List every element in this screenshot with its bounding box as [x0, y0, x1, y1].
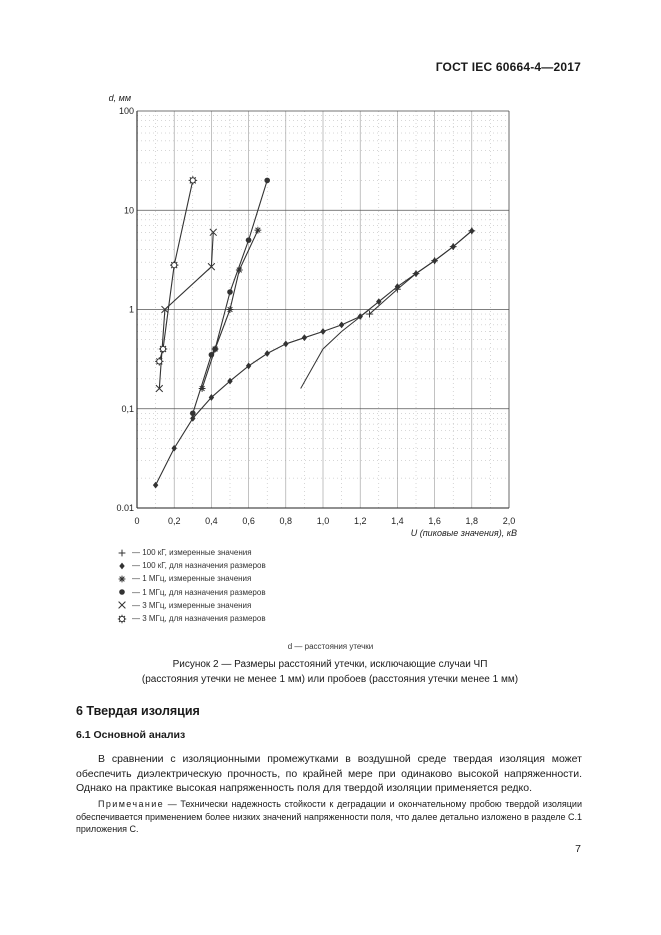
legend-marker [119, 549, 126, 556]
legend-label: — 1 МГц, для назначения размеров [132, 587, 266, 597]
legend-item [116, 586, 266, 599]
data-point [320, 328, 325, 335]
data-point [413, 270, 418, 277]
legend-item [116, 559, 266, 572]
data-point [255, 227, 262, 234]
data-point [264, 178, 270, 184]
legend-label: — 100 кГ, измеренные значения [132, 548, 252, 557]
data-point [155, 357, 163, 365]
legend-marker [119, 589, 125, 595]
x-tick-label: 0 [134, 516, 140, 526]
data-point [209, 352, 215, 358]
legend-item [116, 546, 266, 559]
data-point [153, 482, 158, 489]
x-marker-icon [116, 600, 128, 610]
plus-marker-icon [116, 548, 128, 558]
figure-caption [110, 657, 550, 687]
data-point [227, 289, 233, 295]
x-tick-label: 1,2 [353, 516, 367, 526]
legend-item [116, 599, 266, 612]
x-tick-label: 1,6 [428, 516, 441, 526]
legend-marker [118, 614, 126, 622]
data-point [170, 261, 178, 269]
series-line-2 [156, 231, 472, 485]
data-point [227, 306, 234, 313]
data-point [264, 350, 269, 357]
series-line-5 [159, 232, 213, 388]
note-text: — Технически надежность стойкости к деградации и окончательному пробою твердой изоляции обеспечивается применением более низких значений напряженности поля, что далее детально изложено в разделе С.1 приложения С. [76, 799, 582, 835]
note-label: Примечание [98, 799, 165, 809]
data-point [450, 243, 455, 250]
data-point [302, 334, 307, 341]
y-tick-label: 10 [123, 205, 134, 216]
y-tick-label: 100 [118, 106, 134, 116]
x-tick-label: 0,8 [279, 516, 293, 526]
body-paragraph: В сравнении с изоляционными промежутками в воздушной среде твердая изоляция может обеспечить диэлектрическую прочность, по крайней мере при одинаково высокой напряженности. Однако на практике высокая напряженность поля для твердой изоляции применяется редко. [76, 753, 582, 795]
subsection-heading: 6.1 Основной анализ [76, 729, 186, 741]
legend-item [116, 572, 266, 585]
data-point [246, 363, 251, 370]
document-header: ГОСТ IEC 60664-4—2017 [435, 60, 581, 74]
x-tick-label: 0,4 [205, 516, 218, 526]
caption-line-2: (расстояния утечки не менее 1 мм) или пробоев (расстояния утечки менее 1 мм) [141, 674, 519, 685]
page-number: 7 [575, 843, 581, 855]
chart-legend [116, 546, 266, 625]
x-tick-label: 2,0 [502, 516, 516, 526]
data-point [159, 345, 167, 353]
data-point [339, 321, 344, 328]
dot-marker-icon [116, 587, 128, 597]
legend-label: — 3 МГц, измеренные значения [132, 600, 252, 610]
legend-item [116, 612, 266, 625]
legend-marker [119, 562, 124, 569]
data-point [189, 176, 197, 184]
gear-marker-icon [116, 614, 128, 624]
legend-marker [119, 602, 126, 609]
series-line-6 [159, 180, 192, 361]
y-tick-label: 0,1 [121, 403, 134, 414]
x-tick-label: 1,8 [465, 516, 479, 526]
y-axis-label: d, мм [108, 93, 131, 103]
data-point [246, 237, 252, 243]
chart-series [153, 176, 475, 488]
chart-grid [137, 111, 509, 508]
x-tick-label: 1,0 [316, 516, 330, 526]
section-heading: 6 Твердая изоляция [76, 704, 200, 718]
x-tick-label: 0,2 [167, 516, 181, 526]
legend-label: — 100 кГ, для назначения размеров [132, 561, 266, 571]
figure-note: d — расстояния утечки [287, 642, 374, 651]
legend-marker [119, 576, 126, 583]
x-tick-label: 1,4 [391, 516, 404, 526]
data-point [190, 410, 196, 416]
y-tick-label: 0.01 [116, 503, 134, 513]
y-tick-label: 1 [128, 304, 134, 315]
data-point [283, 341, 288, 348]
x-axis-label: U (пиковые значения), кВ [410, 528, 517, 538]
legend-label: — 1 МГц, измеренные значения [132, 574, 252, 584]
diamond-marker-icon [116, 561, 128, 571]
note-paragraph [76, 798, 582, 836]
legend-label: — 3 МГц, для назначения размеров [132, 614, 266, 624]
x-tick-label: 0,6 [242, 516, 255, 526]
chart-labels [109, 93, 517, 538]
data-point [432, 257, 437, 264]
series-line-extra [301, 310, 370, 389]
caption-line-1: Рисунок 2 — Размеры расстояний утечки, исключающие случаи ЧП [172, 659, 488, 670]
data-point [212, 346, 218, 352]
star-marker-icon [116, 574, 128, 584]
data-point [469, 227, 474, 234]
